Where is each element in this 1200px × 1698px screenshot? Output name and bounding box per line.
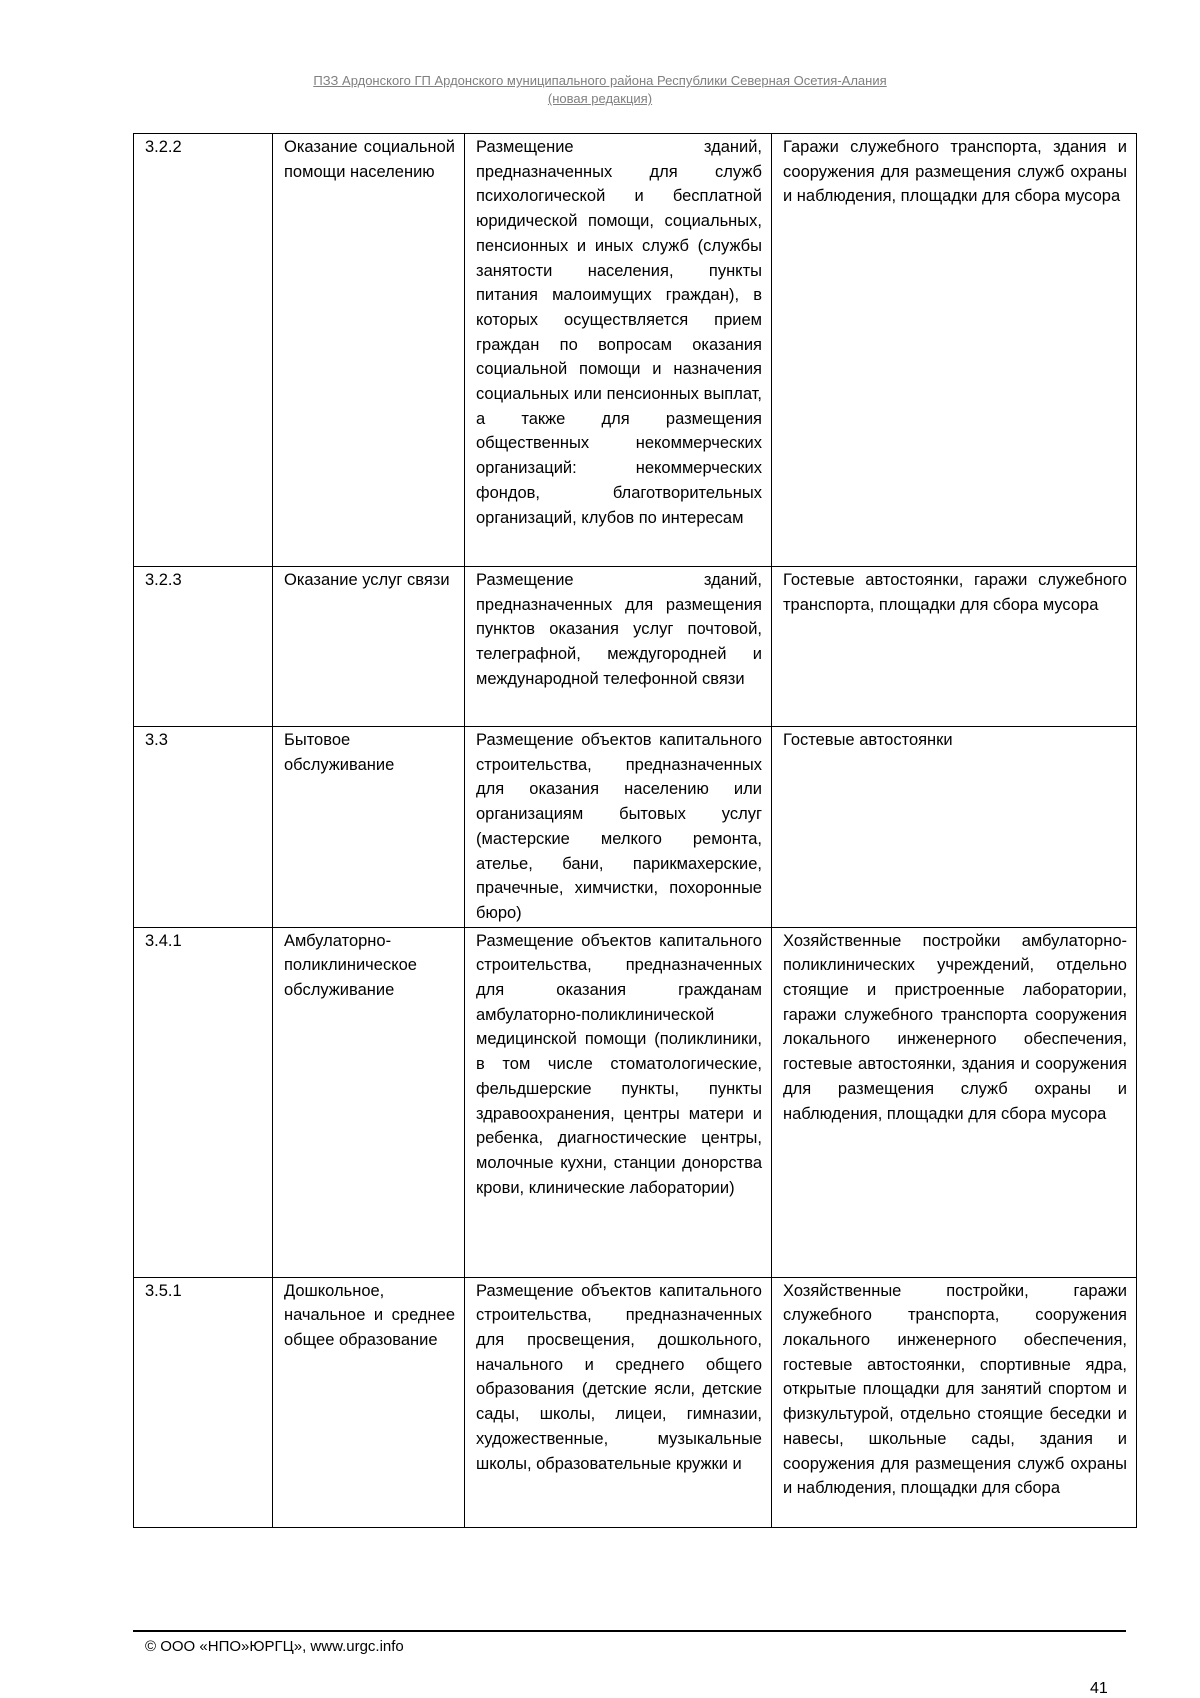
table-row	[134, 134, 1137, 567]
footer-divider	[133, 1630, 1126, 1632]
land-use-table	[133, 133, 1137, 1528]
row-name: Оказание услуг связи	[273, 567, 465, 727]
row-auxiliary: Гостевые автостоянки	[772, 727, 1137, 928]
table-row	[134, 567, 1137, 727]
row-name: Бытовое обслуживание	[273, 727, 465, 928]
row-name: Амбулаторно-поликлиническое обслуживание	[273, 927, 465, 1277]
row-description: Размещение объектов капитального строительства, предназначенных для просвещения, дошкольного, начального и среднего общего образования (детские ясли, детские сады, школы, лицеи, гимназии, художественные, музыкальные школы, образовательные кружки и	[465, 1277, 772, 1527]
row-code: 3.4.1	[134, 927, 273, 1277]
row-code: 3.2.2	[134, 134, 273, 567]
page-number: 41	[1090, 1680, 1108, 1697]
page-header	[0, 72, 1200, 108]
row-code: 3.5.1	[134, 1277, 273, 1527]
row-description: Размещение объектов капитального строительства, предназначенных для оказания гражданам амбулаторно-поликлинической медицинской помощи (поликлиники, в том числе стоматологические, фельдшерские пункты, пункты здравоохранения, центры матери и ребенка, диагностические центры, молочные кухни, станции донорства крови, клинические лаборатории)	[465, 927, 772, 1277]
row-code: 3.2.3	[134, 567, 273, 727]
row-name: Дошкольное, начальное и среднее общее образование	[273, 1277, 465, 1527]
row-auxiliary: Хозяйственные постройки амбулаторно-поликлинических учреждений, отдельно стоящие и пристроенные лаборатории, гаражи служебного транспорта сооружения локального инженерного обеспечения, гостевые автостоянки, здания и сооружения для размещения служб охраны и наблюдения, площадки для сбора мусора	[772, 927, 1137, 1277]
row-auxiliary: Гостевые автостоянки, гаражи служебного транспорта, площадки для сбора мусора	[772, 567, 1137, 727]
row-code: 3.3	[134, 727, 273, 928]
row-description: Размещение зданий, предназначенных для служб психологической и бесплатной юридической помощи, социальных, пенсионных и иных служб (службы занятости населения, пункты питания малоимущих граждан), в которых осуществляется прием граждан по вопросам оказания социальной помощи и назначения социальных или пенсионных выплат, а также для размещения общественных некоммерческих организаций: некоммерческих фондов, благотворительных организаций, клубов по интересам	[465, 134, 772, 567]
table-row	[134, 927, 1137, 1277]
table-row	[134, 727, 1137, 928]
footer-copyright: © ООО «НПО»ЮРГЦ», www.urgc.info	[145, 1638, 404, 1655]
row-description: Размещение зданий, предназначенных для размещения пунктов оказания услуг почтовой, телеграфной, междугородней и международной телефонной связи	[465, 567, 772, 727]
row-auxiliary: Хозяйственные постройки, гаражи служебного транспорта, сооружения локального инженерного обеспечения, гостевые автостоянки, спортивные ядра, открытые площадки для занятий спортом и физкультурой, отдельно стоящие беседки и навесы, школьные сады, здания и сооружения для размещения служб охраны и наблюдения, площадки для сбора	[772, 1277, 1137, 1527]
header-title: ПЗЗ Ардонского ГП Ардонского муниципального района Республики Северная Осетия-Алания	[313, 73, 887, 88]
header-subtitle: (новая редакция)	[547, 91, 653, 106]
table-row	[134, 1277, 1137, 1527]
row-name: Оказание социальной помощи населению	[273, 134, 465, 567]
row-description: Размещение объектов капитального строительства, предназначенных для оказания населению или организациям бытовых услуг (мастерские мелкого ремонта, ателье, бани, парикмахерские, прачечные, химчистки, похоронные бюро)	[465, 727, 772, 928]
row-auxiliary: Гаражи служебного транспорта, здания и сооружения для размещения служб охраны и наблюдения, площадки для сбора мусора	[772, 134, 1137, 567]
